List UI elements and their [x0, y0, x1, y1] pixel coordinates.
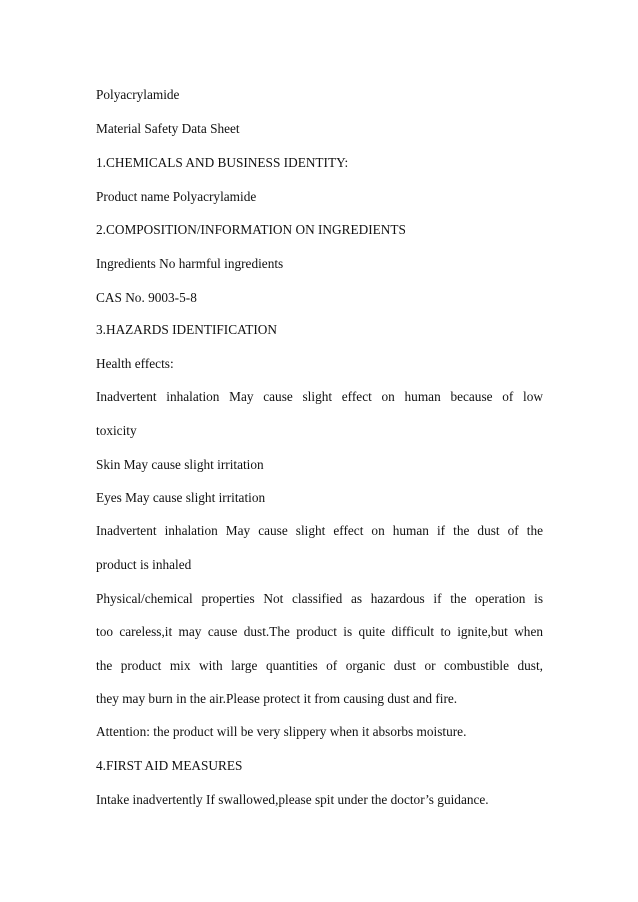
- doc-subtitle: Material Safety Data Sheet: [96, 121, 240, 136]
- text-line: product is inhaled: [96, 557, 192, 572]
- text-line: CAS No. 9003-5-8: [96, 290, 197, 305]
- text-line: Skin May cause slight irritation: [96, 457, 264, 472]
- section-heading-1: 1.CHEMICALS AND BUSINESS IDENTITY:: [96, 155, 349, 170]
- text-line: too careless,it may cause dust.The product is quite difficult to ignite,but when: [96, 624, 543, 639]
- text-line: Intake inadvertently If swallowed,please spit under the doctor’s guidance.: [96, 792, 489, 807]
- section-heading-4: 4.FIRST AID MEASURES: [96, 758, 243, 773]
- text-line: Inadvertent inhalation May cause slight effect on human if the dust of the: [96, 523, 543, 538]
- doc-title: Polyacrylamide: [96, 87, 180, 102]
- text-line: Inadvertent inhalation May cause slight effect on human because of low: [96, 389, 543, 404]
- text-line: toxicity: [96, 423, 137, 438]
- text-line: Attention: the product will be very slippery when it absorbs moisture.: [96, 724, 467, 739]
- section-heading-3: 3.HAZARDS IDENTIFICATION: [96, 322, 277, 337]
- text-line: Product name Polyacrylamide: [96, 189, 257, 204]
- text-line: they may burn in the air.Please protect it from causing dust and fire.: [96, 691, 458, 706]
- text-line: Eyes May cause slight irritation: [96, 490, 266, 505]
- section-heading-2: 2.COMPOSITION/INFORMATION ON INGREDIENTS: [96, 222, 406, 237]
- text-line: Ingredients No harmful ingredients: [96, 256, 284, 271]
- text-line: Physical/chemical properties Not classified as hazardous if the operation is: [96, 591, 543, 606]
- text-line: the product mix with large quantities of organic dust or combustible dust,: [96, 658, 543, 673]
- text-line: Health effects:: [96, 356, 174, 371]
